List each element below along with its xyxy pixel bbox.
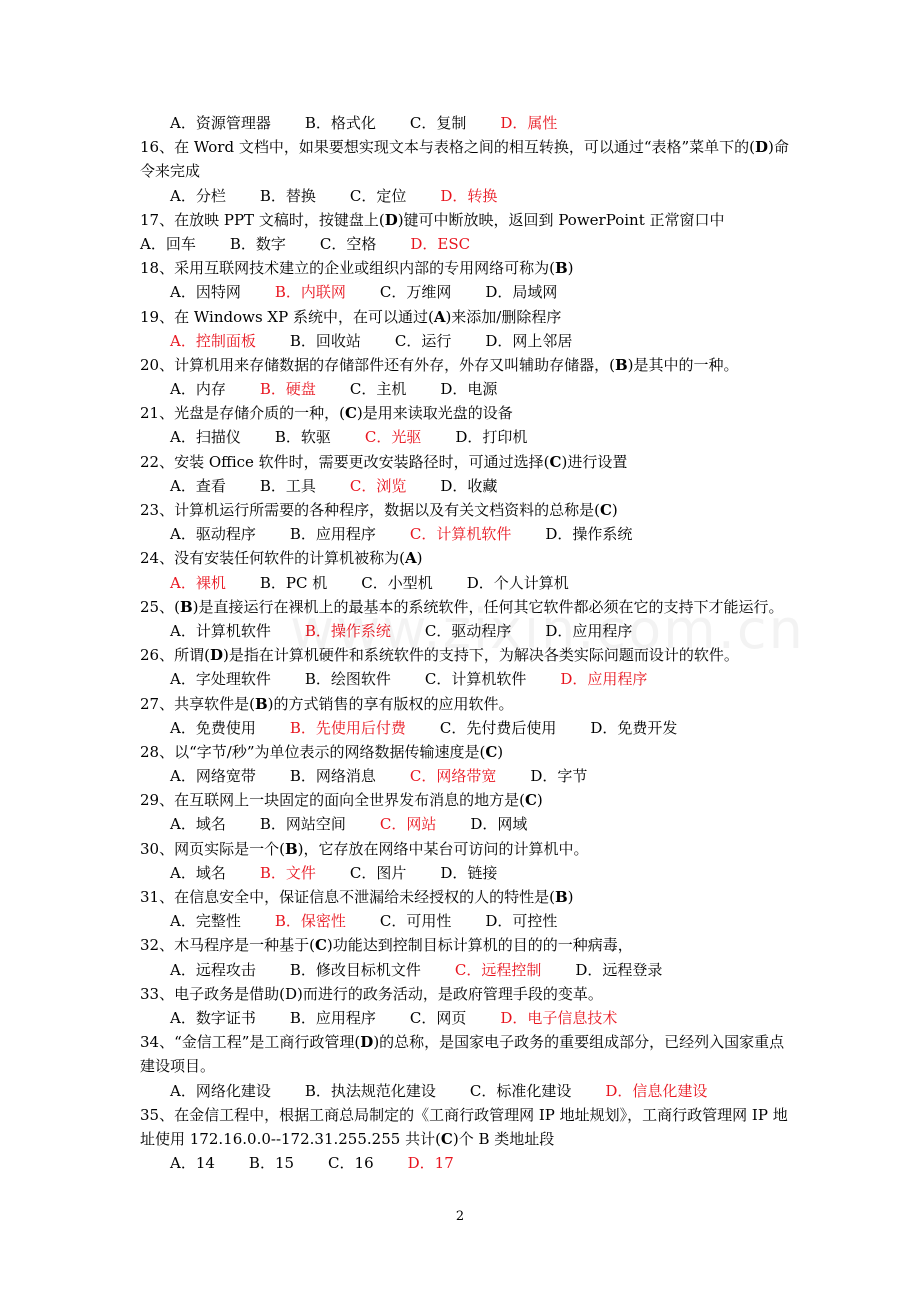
question-number: 16、 bbox=[140, 138, 175, 157]
answer-letter: D bbox=[360, 1033, 374, 1052]
question-number: 33、 bbox=[140, 984, 175, 1003]
option: C．驱动程序 bbox=[424, 621, 512, 640]
options-line bbox=[140, 909, 790, 933]
question-text-tail: )，它存放在网络中某台可访问的计算机中。 bbox=[297, 839, 589, 858]
options-line bbox=[140, 764, 790, 788]
option: B．数字 bbox=[229, 234, 286, 253]
option: C．标准化建设 bbox=[469, 1081, 572, 1100]
option: B．格式化 bbox=[304, 114, 376, 132]
question-line bbox=[140, 498, 790, 522]
correct-option: B．文件 bbox=[259, 863, 316, 882]
question-number: 30、 bbox=[140, 839, 175, 858]
options-line bbox=[140, 571, 790, 595]
option: A．字处理软件 bbox=[170, 670, 271, 689]
option: A．扫描仪 bbox=[170, 428, 241, 447]
question-line bbox=[140, 450, 790, 474]
question-text: 以“字节/秒”为单位表示的网络数据传输速度是( bbox=[174, 742, 486, 761]
option: C．图片 bbox=[349, 863, 407, 882]
option: C．网页 bbox=[409, 1008, 467, 1027]
question-text: 计算机运行所需要的各种程序，数据以及有关文档资料的总称是( bbox=[174, 501, 600, 520]
question-text: 在金信工程中，根据工商总局制定的《工商行政管理网 IP 地址规划》，工商行政管理网 IP 地址使用 172.16.0.0--172.31.255.255 共计( bbox=[140, 1105, 788, 1148]
option: A．分栏 bbox=[170, 186, 226, 205]
question-line bbox=[140, 401, 790, 425]
option: A．完整性 bbox=[170, 912, 241, 931]
option: B．应用程序 bbox=[289, 525, 376, 544]
option: D．远程登录 bbox=[575, 960, 663, 979]
option: A．14 bbox=[170, 1154, 215, 1173]
question-text-tail: )是用来读取光盘的设备 bbox=[356, 404, 513, 423]
option: D．可控性 bbox=[485, 912, 558, 931]
question-line bbox=[140, 546, 790, 570]
question-text: 在放映 PPT 文稿时，按键盘上( bbox=[174, 210, 385, 229]
answer-letter: C bbox=[549, 452, 562, 471]
options-line bbox=[140, 425, 790, 449]
question-number: 25、 bbox=[140, 597, 175, 616]
option: A．网络化建设 bbox=[170, 1081, 271, 1100]
options-line bbox=[140, 377, 790, 401]
option: D．网域 bbox=[470, 815, 528, 834]
question-text: 光盘是存储介质的一种，( bbox=[174, 404, 345, 423]
options-line bbox=[140, 522, 790, 546]
question-text: 木马程序是一种基于( bbox=[174, 936, 315, 955]
option: A．查看 bbox=[170, 476, 226, 495]
question-line bbox=[140, 305, 790, 329]
question-text: 在 Windows XP 系统中，在可以通过( bbox=[174, 307, 434, 326]
question-number: 18、 bbox=[140, 259, 175, 278]
question-line bbox=[140, 208, 790, 232]
correct-option: D．信息化建设 bbox=[605, 1081, 708, 1100]
option: C．定位 bbox=[349, 186, 407, 205]
answer-letter: C bbox=[524, 791, 537, 810]
question-text-tail: )功能达到控制目标计算机的目的的一种病毒， bbox=[326, 936, 633, 955]
option: B．修改目标机文件 bbox=[289, 960, 421, 979]
option: D．电源 bbox=[440, 380, 498, 399]
option: D．收藏 bbox=[440, 476, 498, 495]
question-number: 24、 bbox=[140, 549, 175, 568]
question-text: 所谓( bbox=[174, 646, 210, 665]
question-text-tail: )的方式销售的享有版权的应用软件。 bbox=[267, 694, 514, 713]
question-text: 计算机用来存储数据的存储部件还有外存，外存又叫辅助存储器，( bbox=[174, 355, 615, 374]
answer-letter: A bbox=[404, 549, 417, 568]
correct-option: C．网站 bbox=[379, 815, 437, 834]
question-text: 采用互联网技术建立的企业或组织内部的专用网络可称为( bbox=[174, 259, 555, 278]
answer-letter: B bbox=[284, 839, 298, 858]
answer-letter: D bbox=[209, 646, 223, 665]
question-line bbox=[140, 740, 790, 764]
question-number: 19、 bbox=[140, 307, 175, 326]
option: C．运行 bbox=[394, 331, 452, 350]
answer-letter: B bbox=[179, 597, 193, 616]
answer-letter: D bbox=[384, 210, 398, 229]
question-text-tail: )进行设置 bbox=[561, 452, 628, 471]
option: A．内存 bbox=[170, 380, 226, 399]
correct-option: C．远程控制 bbox=[454, 960, 542, 979]
question-text: 网页实际是一个( bbox=[174, 839, 285, 858]
option: C．可用性 bbox=[379, 912, 452, 931]
option: C．16 bbox=[328, 1154, 374, 1173]
question-text-tail: )命令来完成 bbox=[140, 138, 789, 181]
correct-option: C．网络带宽 bbox=[409, 767, 497, 786]
option: A．计算机软件 bbox=[170, 621, 271, 640]
question-text: 共享软件是( bbox=[174, 694, 255, 713]
answer-letter: C bbox=[314, 936, 327, 955]
question-text: 没有安装任何软件的计算机被称为( bbox=[174, 549, 405, 568]
question-number: 35、 bbox=[140, 1105, 175, 1124]
option: B．绘图软件 bbox=[304, 670, 391, 689]
option: B．网站空间 bbox=[259, 815, 346, 834]
answer-letter: C bbox=[440, 1129, 453, 1148]
option: D．网上邻居 bbox=[485, 331, 573, 350]
answer-letter: D bbox=[755, 138, 769, 157]
options-line bbox=[140, 280, 790, 304]
question-number: 23、 bbox=[140, 501, 175, 520]
question-line bbox=[140, 788, 790, 812]
answer-letter: C bbox=[485, 742, 498, 761]
correct-option: D．17 bbox=[407, 1154, 454, 1173]
options-line bbox=[140, 111, 790, 135]
question-text-tail: )的总称，是国家电子政务的重要组成部分，已经列入国家重点建设项目。 bbox=[140, 1033, 785, 1076]
options-line bbox=[140, 474, 790, 498]
question-text: 电子政务是借助(D)而进行的政务活动，是政府管理手段的变革。 bbox=[174, 984, 603, 1003]
question-line bbox=[140, 256, 790, 280]
question-text: 安装 Office 软件时，需要更改安装路径时，可通过选择( bbox=[174, 452, 550, 471]
question-text-tail: )键可中断放映，返回到 PowerPoint 正常窗口中 bbox=[397, 210, 725, 229]
correct-option: B．先使用后付费 bbox=[289, 718, 406, 737]
question-text-tail: )来添加/删除程序 bbox=[445, 307, 562, 326]
options-line bbox=[140, 716, 790, 740]
option: A．驱动程序 bbox=[170, 525, 256, 544]
option: A．域名 bbox=[170, 863, 226, 882]
option: B．应用程序 bbox=[289, 1008, 376, 1027]
options-line bbox=[140, 1151, 790, 1175]
question-text-tail: ) bbox=[567, 259, 574, 278]
question-number: 20、 bbox=[140, 355, 175, 374]
question-line bbox=[140, 692, 790, 716]
question-number: 29、 bbox=[140, 791, 175, 810]
option: B．15 bbox=[248, 1154, 295, 1173]
correct-option: D．应用程序 bbox=[560, 670, 648, 689]
question-line bbox=[140, 885, 790, 909]
option: D．字节 bbox=[530, 767, 588, 786]
option: D．打印机 bbox=[455, 428, 528, 447]
question-text: ( bbox=[174, 597, 180, 616]
options-line bbox=[140, 1079, 790, 1103]
question-text-tail: ) bbox=[567, 888, 574, 907]
option: C．主机 bbox=[349, 380, 407, 399]
correct-option: C．浏览 bbox=[349, 476, 407, 495]
question-text-tail: ) bbox=[497, 742, 504, 761]
answer-letter: C bbox=[599, 501, 612, 520]
question-text-tail: )是直接运行在裸机上的最基本的系统软件，任何其它软件都必须在它的支持下才能运行。 bbox=[192, 597, 784, 616]
option: B．执法规范化建设 bbox=[304, 1081, 436, 1100]
options-line bbox=[140, 1006, 790, 1030]
option: A．网络宽带 bbox=[170, 767, 256, 786]
correct-option: B．硬盘 bbox=[259, 380, 316, 399]
correct-option: C．计算机软件 bbox=[409, 525, 512, 544]
question-line bbox=[140, 1103, 790, 1151]
answer-letter: B bbox=[554, 259, 568, 278]
option: D．应用程序 bbox=[545, 621, 633, 640]
option: D．免费开发 bbox=[590, 718, 678, 737]
answer-letter: B bbox=[554, 888, 568, 907]
question-number: 22、 bbox=[140, 452, 175, 471]
correct-option: D．属性 bbox=[500, 114, 558, 132]
question-line bbox=[140, 353, 790, 377]
option: C．计算机软件 bbox=[424, 670, 527, 689]
options-line bbox=[140, 958, 790, 982]
question-line bbox=[140, 837, 790, 861]
question-text-tail: ) bbox=[536, 791, 543, 810]
option: A．回车 bbox=[140, 234, 196, 253]
watermark bbox=[290, 598, 805, 661]
option: B．工具 bbox=[259, 476, 316, 495]
option: A．数字证书 bbox=[170, 1008, 256, 1027]
question-text-tail: )是其中的一种。 bbox=[627, 355, 739, 374]
option: B．网络消息 bbox=[289, 767, 376, 786]
option: B．替换 bbox=[259, 186, 316, 205]
option: C．空格 bbox=[319, 234, 377, 253]
correct-option: A．裸机 bbox=[170, 573, 226, 592]
question-text: 在 Word 文档中，如果要想实现文本与表格之间的相互转换，可以通过“表格”菜单下的( bbox=[174, 138, 756, 157]
question-text-tail: ) bbox=[611, 501, 618, 520]
correct-option: B．内联网 bbox=[274, 283, 346, 302]
option: C．万维网 bbox=[379, 283, 452, 302]
question-number: 32、 bbox=[140, 936, 175, 955]
correct-option: B．保密性 bbox=[274, 912, 346, 931]
answer-letter: C bbox=[344, 404, 357, 423]
question-line bbox=[140, 982, 790, 1006]
option: D．局域网 bbox=[485, 283, 558, 302]
options-line bbox=[140, 667, 790, 691]
option: B．回收站 bbox=[289, 331, 361, 350]
answer-letter: A bbox=[433, 307, 446, 326]
option: C．复制 bbox=[409, 114, 467, 132]
option: A．免费使用 bbox=[170, 718, 256, 737]
correct-option: D．电子信息技术 bbox=[500, 1008, 618, 1027]
option: A．域名 bbox=[170, 815, 226, 834]
question-text: “金信工程”是工商行政管理( bbox=[174, 1033, 361, 1052]
option: B．软驱 bbox=[274, 428, 331, 447]
option: A．因特网 bbox=[170, 283, 241, 302]
options-line bbox=[140, 861, 790, 885]
question-text: 在信息安全中，保证信息不泄漏给未经授权的人的特性是( bbox=[174, 888, 555, 907]
question-number: 21、 bbox=[140, 404, 175, 423]
question-line bbox=[140, 1030, 790, 1078]
option: C．小型机 bbox=[361, 573, 433, 592]
question-text-tail: )个 B 类地址段 bbox=[452, 1129, 555, 1148]
answer-letter: B bbox=[614, 355, 628, 374]
question-number: 34、 bbox=[140, 1033, 175, 1052]
question-line bbox=[140, 135, 790, 183]
question-text-tail: ) bbox=[416, 549, 423, 568]
option: A．远程攻击 bbox=[170, 960, 256, 979]
question-number: 26、 bbox=[140, 646, 175, 665]
options-line bbox=[140, 329, 790, 353]
option: D．操作系统 bbox=[545, 525, 633, 544]
option: A．资源管理器 bbox=[170, 114, 271, 132]
correct-option: A．控制面板 bbox=[170, 331, 256, 350]
options-line bbox=[140, 232, 790, 256]
question-number: 27、 bbox=[140, 694, 175, 713]
options-line bbox=[140, 812, 790, 836]
question-number: 28、 bbox=[140, 742, 175, 761]
answer-letter: B bbox=[254, 694, 268, 713]
options-line bbox=[140, 184, 790, 208]
correct-option: D．转换 bbox=[440, 186, 498, 205]
option: B．PC 机 bbox=[259, 573, 328, 592]
page-number: 2 bbox=[455, 1209, 465, 1224]
option: D．链接 bbox=[440, 863, 498, 882]
option: C．先付费后使用 bbox=[439, 718, 557, 737]
option: D．个人计算机 bbox=[466, 573, 569, 592]
question-number: 17、 bbox=[140, 210, 175, 229]
correct-option: C．光驱 bbox=[364, 428, 422, 447]
question-number: 31、 bbox=[140, 888, 175, 907]
question-text: 在互联网上一块固定的面向全世界发布消息的地方是( bbox=[174, 791, 525, 810]
question-line bbox=[140, 933, 790, 957]
question-text-tail: )是指在计算机硬件和系统软件的支持下，为解决各类实际问题而设计的软件。 bbox=[222, 646, 739, 665]
correct-option: D．ESC bbox=[410, 234, 471, 253]
correct-option: B．操作系统 bbox=[304, 621, 391, 640]
